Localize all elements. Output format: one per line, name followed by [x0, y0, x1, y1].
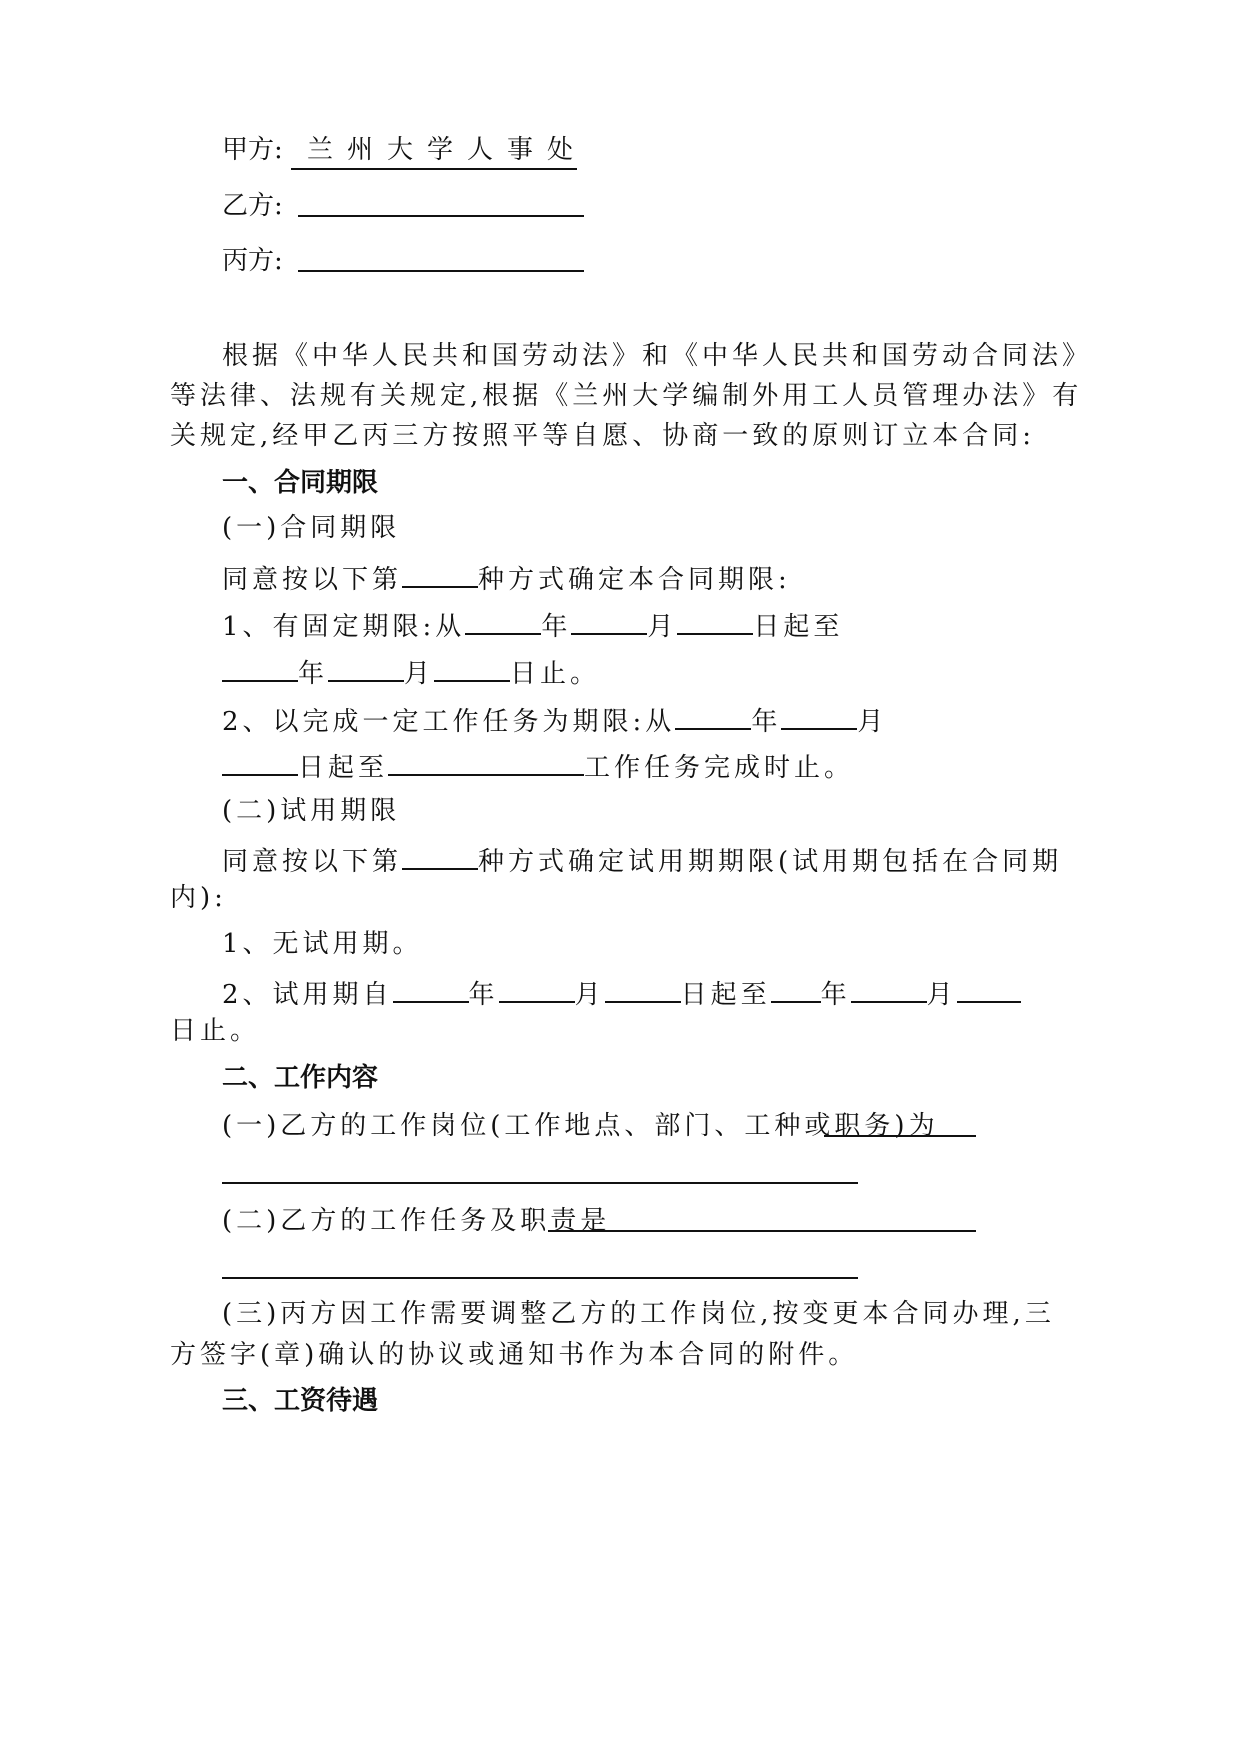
- month-label: 月: [647, 612, 678, 642]
- month-label: 月: [926, 980, 957, 1010]
- trial-choice-blank[interactable]: [402, 840, 478, 870]
- fixed-term-line-1: [222, 605, 843, 645]
- job-duties-blank-2[interactable]: [222, 1277, 858, 1279]
- task-end-label: 工作任务完成时止。: [584, 753, 855, 783]
- year-label: 年: [751, 707, 782, 737]
- term-choice-blank[interactable]: [402, 558, 478, 588]
- party-b-label: 乙方:: [222, 191, 283, 221]
- section-1-heading: 一、合同期限: [222, 468, 379, 498]
- year-label: 年: [541, 612, 572, 642]
- term-choice-suffix: 种方式确定本合同期限:: [478, 565, 791, 595]
- month-label: 月: [574, 980, 605, 1010]
- fixed-end-day-blank[interactable]: [434, 652, 510, 682]
- task-start-month-blank[interactable]: [781, 700, 857, 730]
- year-label: 年: [468, 980, 499, 1010]
- preamble-line-3: 关规定,经甲乙丙三方按照平等自愿、协商一致的原则订立本合同:: [170, 421, 1036, 451]
- task-start-year-blank[interactable]: [675, 700, 751, 730]
- job-position-blank-2[interactable]: [222, 1182, 858, 1184]
- trial-choice-line-2: 内):: [170, 883, 227, 913]
- preamble-line-2: 等法律、法规有关规定,根据《兰州大学编制外用工人员管理办法》有: [170, 381, 1083, 411]
- party-a-line: [222, 132, 588, 170]
- trial-choice-prefix: 同意按以下第: [222, 847, 403, 877]
- preamble-line-1: 根据《中华人民共和国劳动法》和《中华人民共和国劳动合同法》: [222, 341, 1093, 371]
- term-choice-line: [222, 558, 791, 598]
- month-label: 月: [404, 659, 435, 689]
- month-label: 月: [857, 707, 888, 737]
- task-term-line-1: [222, 700, 887, 740]
- fixed-term-line-2: [222, 652, 600, 692]
- job-duties-blank[interactable]: [548, 1230, 976, 1232]
- trial-start-day-blank[interactable]: [605, 973, 681, 1003]
- job-position-line: [222, 1108, 939, 1144]
- adjust-line-2: 方签字(章)确认的协议或通知书作为本合同的附件。: [170, 1340, 859, 1370]
- party-b-line: [222, 188, 283, 224]
- task-start-day-blank[interactable]: [222, 746, 298, 776]
- fixed-end-month-blank[interactable]: [328, 652, 404, 682]
- task-term-line-2: [222, 746, 854, 786]
- party-c-line: [222, 243, 283, 279]
- job-duties-label: (二)乙方的工作任务及职责是: [222, 1206, 611, 1236]
- term-choice-prefix: 同意按以下第: [222, 565, 403, 595]
- fixed-start-day-blank[interactable]: [677, 605, 753, 635]
- section-3-heading: 三、工资待遇: [222, 1386, 379, 1416]
- trial-option-2-end: 日止。: [170, 1016, 261, 1046]
- trial-choice-suffix: 种方式确定试用期期限(试用期包括在合同期: [478, 847, 1063, 877]
- day-from-to-label: 日起至: [298, 753, 389, 783]
- party-c-label: 丙方:: [222, 246, 283, 276]
- term-subheading: (一)合同期限: [222, 513, 401, 543]
- section-2-heading: 二、工作内容: [222, 1063, 379, 1093]
- day-from-to-label: 日起至: [753, 612, 844, 642]
- trial-subheading: (二)试用期限: [222, 796, 401, 826]
- trial-option-2-prefix: 2、试用期自: [222, 980, 393, 1010]
- trial-start-year-blank[interactable]: [393, 973, 469, 1003]
- year-label: 年: [298, 659, 329, 689]
- trial-option-2: [222, 973, 1021, 1013]
- trial-end-day-blank[interactable]: [957, 973, 1021, 1003]
- job-position-label: (一)乙方的工作岗位(工作地点、部门、工种或职务)为: [222, 1111, 939, 1141]
- day-from-to-label: 日起至: [680, 980, 771, 1010]
- trial-start-month-blank[interactable]: [499, 973, 575, 1003]
- trial-end-month-blank[interactable]: [851, 973, 927, 1003]
- job-position-blank[interactable]: [824, 1135, 976, 1137]
- job-duties-line: [222, 1203, 610, 1239]
- party-a-value: 兰州大学人事处: [291, 132, 577, 170]
- year-label: 年: [820, 980, 851, 1010]
- adjust-line-1: (三)丙方因工作需要调整乙方的工作岗位,按变更本合同办理,三: [222, 1299, 1055, 1329]
- party-a-label: 甲方:: [222, 135, 283, 165]
- party-b-blank[interactable]: [298, 215, 584, 217]
- task-term-prefix: 2、以完成一定工作任务为期限:从: [222, 707, 676, 737]
- fixed-end-year-blank[interactable]: [222, 652, 298, 682]
- trial-choice-line: [222, 840, 1062, 880]
- fixed-start-year-blank[interactable]: [465, 605, 541, 635]
- task-description-blank[interactable]: [388, 746, 584, 776]
- trial-option-1: 1、无试用期。: [222, 929, 423, 959]
- party-c-blank[interactable]: [298, 270, 584, 272]
- fixed-term-prefix: 1、有固定期限:从: [222, 612, 466, 642]
- trial-end-year-blank[interactable]: [771, 973, 821, 1003]
- fixed-start-month-blank[interactable]: [571, 605, 647, 635]
- day-end-label: 日止。: [510, 659, 601, 689]
